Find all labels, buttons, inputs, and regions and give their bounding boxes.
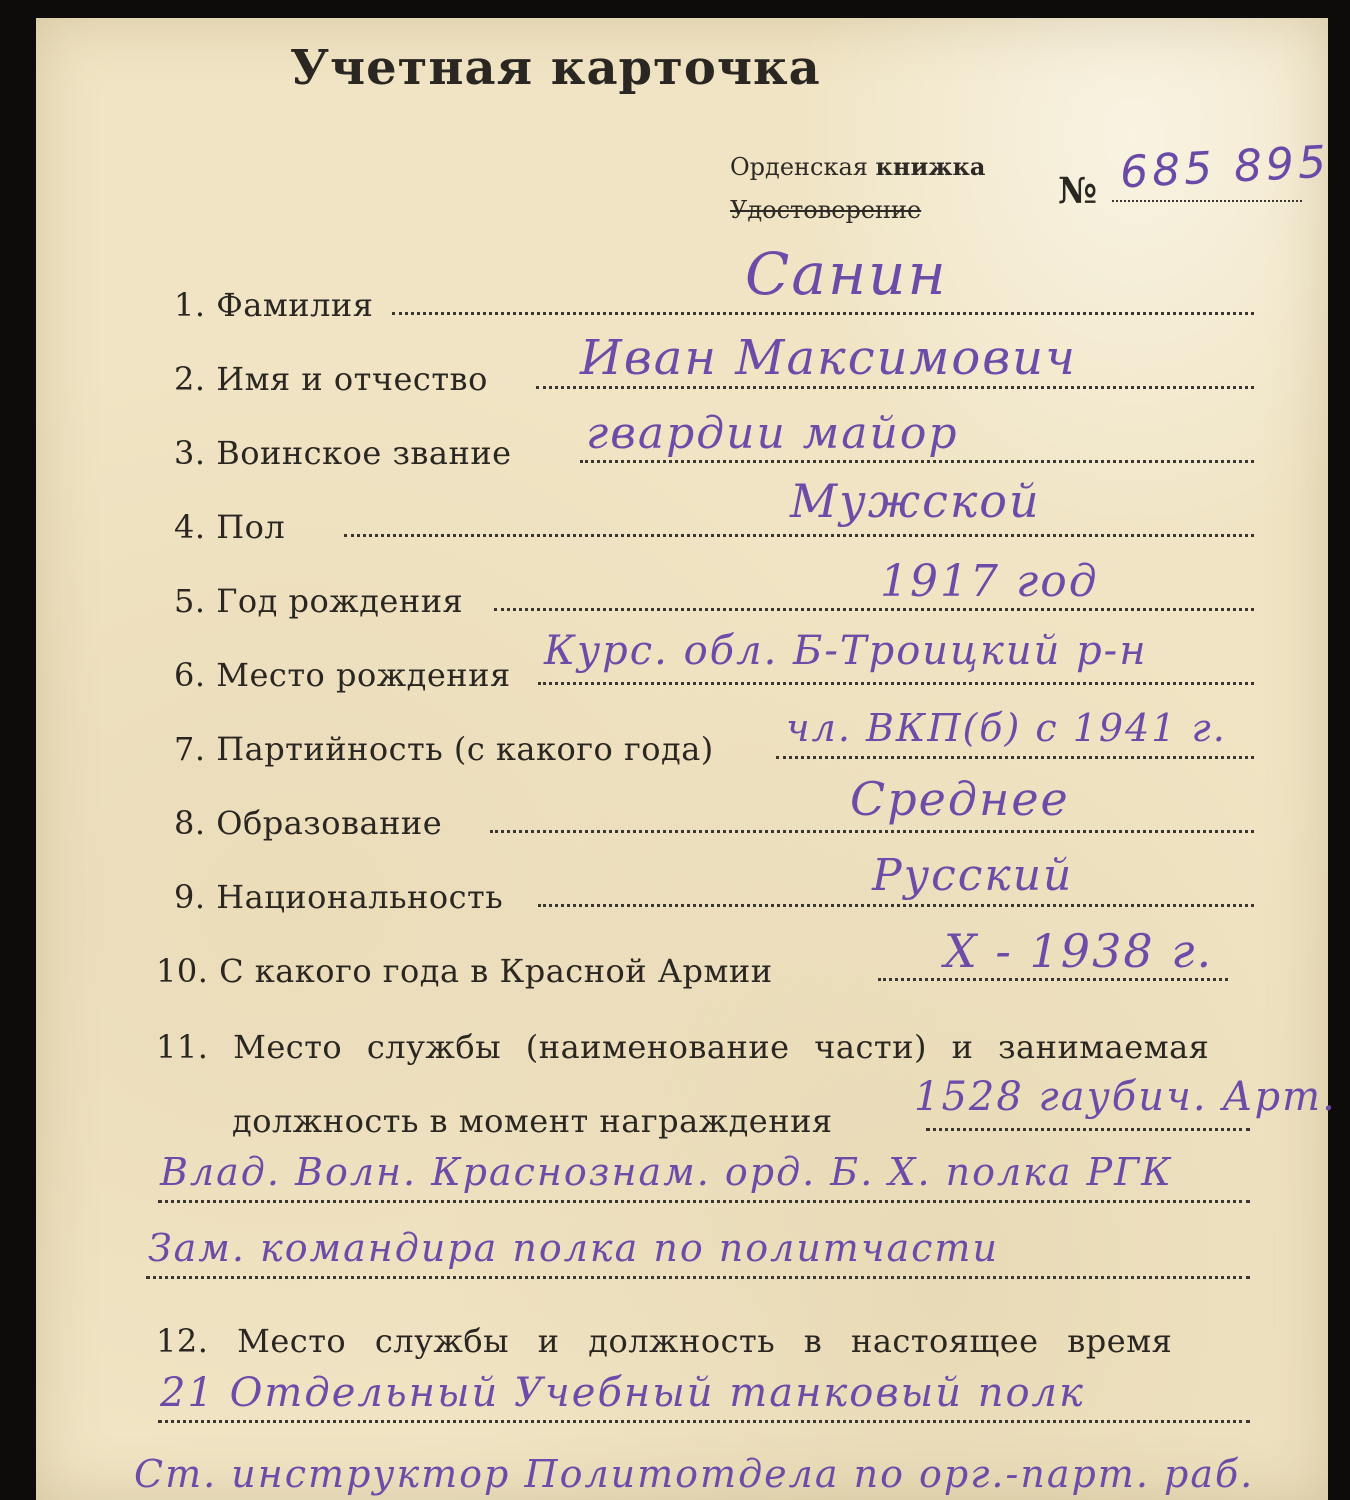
field-line-service-place-1 — [926, 1128, 1250, 1131]
field-value-surname: Санин — [745, 240, 948, 308]
field-line-name — [536, 386, 1254, 389]
field-line-service-place-3 — [146, 1276, 1250, 1279]
field-value-service-place-line1: 1528 гаубич. Арт. — [914, 1074, 1337, 1120]
field-label-army-year: 10. С какого года в Красной Армии — [156, 952, 773, 990]
field-label-rank: 3. Воинское звание — [174, 434, 512, 472]
field-line-surname — [392, 312, 1254, 315]
field-value-birth-year: 1917 год — [880, 556, 1099, 607]
field-value-current-service-line1: 21 Отдельный Учебный танковый полк — [160, 1370, 1085, 1416]
number-sign: № — [1058, 170, 1098, 212]
number-line — [1112, 200, 1302, 202]
field-label-party: 7. Партийность (с какого года) — [174, 730, 714, 768]
field-line-birthplace — [538, 682, 1254, 685]
field-line-sex — [344, 534, 1254, 537]
certificate-label-struck: Удостоверение — [730, 196, 922, 224]
field-label-service-place-line1: 11. Место службы (наименование части) и занимаемая — [156, 1028, 1210, 1066]
field-line-nationality — [538, 904, 1254, 907]
field-value-party: чл. ВКП(б) с 1941 г. — [786, 706, 1227, 750]
field-label-birth-year: 5. Год рождения — [174, 582, 464, 620]
field-line-current-service-1 — [158, 1420, 1250, 1423]
card-title: Учетная карточка — [290, 40, 821, 96]
field-value-nationality: Русский — [872, 850, 1074, 901]
field-line-rank — [580, 460, 1254, 463]
field-value-service-place-line2: Влад. Волн. Краснознам. орд. Б. Х. полка РГК — [160, 1150, 1173, 1194]
field-label-current-service: 12. Место службы и должность в настоящее время — [156, 1322, 1173, 1360]
field-line-birth-year — [494, 608, 1254, 611]
field-value-name: Иван Максимович — [580, 330, 1077, 386]
field-label-surname: 1. Фамилия — [174, 286, 374, 324]
field-value-army-year: X - 1938 г. — [944, 924, 1214, 978]
field-label-birthplace: 6. Место рождения — [174, 656, 511, 694]
field-label-sex: 4. Пол — [174, 508, 286, 546]
field-line-party — [776, 756, 1254, 759]
field-label-service-place-line2: должность в момент награждения — [232, 1102, 833, 1140]
field-value-rank: гвардии майор — [586, 408, 959, 459]
field-line-service-place-2 — [158, 1200, 1250, 1203]
field-line-education — [490, 830, 1254, 833]
field-label-nationality: 9. Национальность — [174, 878, 504, 916]
order-book-label: Орденская книжка — [730, 152, 986, 181]
field-value-sex: Мужской — [790, 474, 1041, 528]
field-line-army-year — [878, 978, 1228, 981]
field-value-current-service-line2: Ст. инструктор Политотдела по орг.-парт. раб. — [134, 1452, 1255, 1496]
field-label-education: 8. Образование — [174, 804, 443, 842]
field-label-name: 2. Имя и отчество — [174, 360, 488, 398]
field-value-birthplace: Курс. обл. Б-Троицкий р-н — [544, 628, 1148, 674]
field-value-service-place-line3: Зам. командира полка по политчасти — [148, 1226, 999, 1270]
order-book-number: 685 895 — [1118, 136, 1332, 199]
field-value-education: Среднее — [850, 772, 1070, 826]
